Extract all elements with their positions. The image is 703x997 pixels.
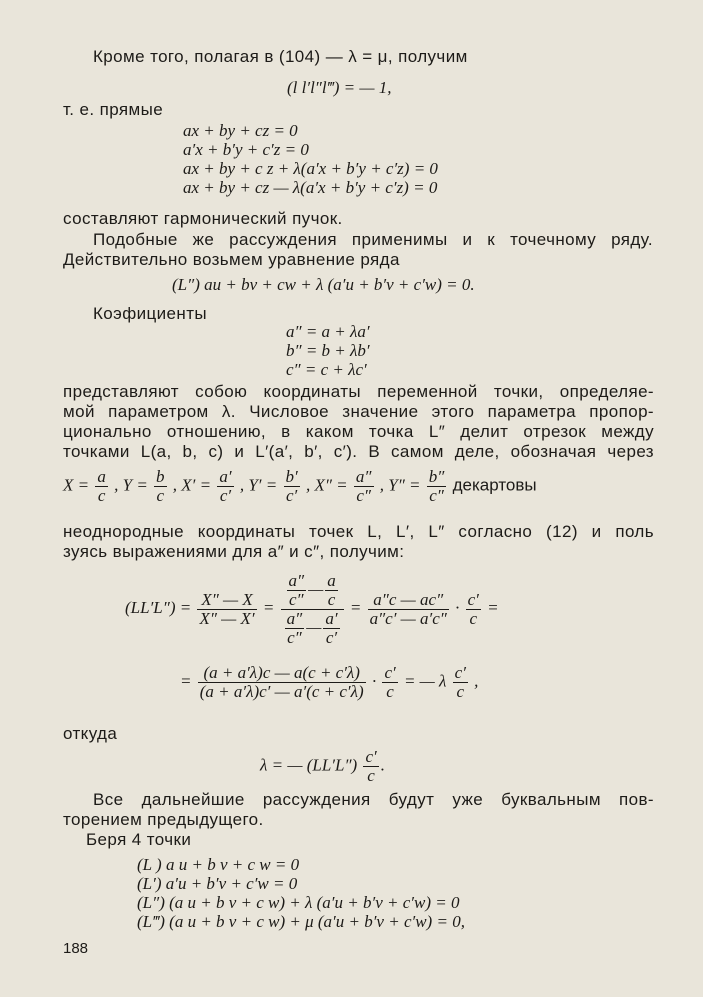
xdef-frac: $\frac{b}{c}$ xyxy=(156,467,165,505)
para-5: ционально отношению, в каком точка L″ делит отрезок между xyxy=(63,422,654,441)
xdef-frac: $\frac{a''}{c''}$ xyxy=(355,467,372,505)
coef-b: b″ = b + λb′ xyxy=(286,341,370,360)
ratio-frac-4: $\frac{c'}{c}$ xyxy=(467,589,479,628)
xdef-lhs: X = xyxy=(63,475,90,495)
ratio-frac-compound: $\frac{a''}{c''}$ — $\frac{a}{c}$ $\frac{a''}{c''}$ — $\frac{a'}{c'}$ xyxy=(281,572,344,646)
lambda-frac: $\frac{c'}{c}$ xyxy=(365,747,377,785)
para-10: торением предыдущего. xyxy=(63,810,264,829)
cross-ratio-lines: (l l′l″l‴) = — 1, xyxy=(287,78,392,97)
line-eq-4: ax + by + cz — λ(a′x + b′y + c′z) = 0 xyxy=(183,178,438,197)
ratio2-frac-c: $\frac{c'}{c}$ xyxy=(384,663,396,701)
eq-sign: = xyxy=(349,598,362,618)
page-number: 188 xyxy=(63,940,89,957)
lambda-equation xyxy=(260,748,385,785)
point-eq-4: (L‴) (a u + b v + c w) + μ (a′u + b′v + c′w) = 0, xyxy=(137,912,465,931)
ratio-frac-3: $\frac{a''c — ac''}{a''c' — a'c''}$ xyxy=(369,589,447,628)
para-8: зуясь выражениями для a″ и c″, получим: xyxy=(63,542,405,561)
coordinate-definitions xyxy=(63,468,537,505)
coef-label: Коэфициенты xyxy=(93,304,207,323)
xdef-lhs: , Y = xyxy=(114,475,148,495)
coef-a: a″ = a + λa′ xyxy=(286,322,370,341)
xdef-frac: $\frac{a}{c}$ xyxy=(97,467,106,505)
intro-line: Кроме того, полагая в (104) — λ = μ, получим xyxy=(93,47,468,66)
para-4: мой параметром λ. Числовое значение этого параметра пропор- xyxy=(63,402,654,421)
xdef-frac: $\frac{b'}{c'}$ xyxy=(285,467,298,505)
line-eq-3: ax + by + c z + λ(a′x + b′y + c′z) = 0 xyxy=(183,159,438,178)
lambda-lhs: λ = — (LL′L″) xyxy=(260,755,358,775)
line-eq-2: a′x + b′y + c′z = 0 xyxy=(183,140,309,159)
te-line: т. е. прямые xyxy=(63,100,164,119)
xdef-frac: $\frac{b''}{c''}$ xyxy=(428,467,445,505)
para-11: Беря 4 точки xyxy=(86,830,192,849)
eq-sign: = xyxy=(262,598,275,618)
coef-c: c″ = c + λc′ xyxy=(286,360,367,379)
ratio2-frac-end: $\frac{c'}{c}$ xyxy=(454,663,466,701)
para-1: Подобные же рассуждения применимы и к точечному ряду. xyxy=(93,230,653,249)
dekartovy-word: декартовы xyxy=(452,475,537,495)
ratio-equation xyxy=(125,572,499,646)
dot-sign: · xyxy=(371,671,377,691)
row-equation: (L″) au + bv + cw + λ (a′u + b′v + c′w) = 0. xyxy=(172,275,475,294)
ratio2-end: , xyxy=(474,671,479,691)
ratio2-frac: $\frac{(a + a'\lambda)c — a(c + c'\lambda)}{(a + a'\lambda)c' — a'(c + c'\lambda)}$ xyxy=(199,663,364,701)
ratio2-mid: = — λ xyxy=(403,671,447,691)
para-9: Все дальнейшие рассуждения будут уже буквальным пов- xyxy=(93,790,654,809)
para-6: точками L(a, b, c) и L′(a′, b′, c′). В самом деле, обозначая через xyxy=(63,442,654,461)
point-eq-3: (L″) (a u + b v + c w) + λ (a′u + b′v + c′w) = 0 xyxy=(137,893,460,912)
point-eq-2: (L′) a′u + b′v + c′w = 0 xyxy=(137,874,298,893)
xdef-frac: $\frac{a'}{c'}$ xyxy=(219,467,232,505)
ratio-lhs: (LL′L″) = xyxy=(125,598,192,618)
xdef-lhs: , X′ = xyxy=(172,475,212,495)
xdef-lhs: , Y′ = xyxy=(239,475,278,495)
para-3: представляют собою координаты переменной точки, определяе- xyxy=(63,382,654,401)
dot-sign: · xyxy=(455,598,460,618)
point-eq-1: (L ) a u + b v + c w = 0 xyxy=(137,855,300,874)
eq-sign: = xyxy=(180,671,192,691)
eq-sign: = xyxy=(487,598,499,618)
xdef-lhs: , Y″ = xyxy=(379,475,421,495)
xdef-lhs: , X″ = xyxy=(305,475,348,495)
lambda-end: . xyxy=(380,755,385,775)
otkuda-line: откуда xyxy=(63,724,118,743)
para-2: Действительно возьмем уравнение ряда xyxy=(63,250,400,269)
line-eq-1: ax + by + cz = 0 xyxy=(183,121,298,140)
para-7: неоднородные координаты точек L, L′, L″ согласно (12) и поль xyxy=(63,522,654,541)
harmonic-line: составляют гармонический пучок. xyxy=(63,209,343,228)
ratio-frac-1: $\frac{X'' — X}{X'' — X'}$ xyxy=(199,589,255,628)
ratio-equation-2 xyxy=(180,664,478,701)
